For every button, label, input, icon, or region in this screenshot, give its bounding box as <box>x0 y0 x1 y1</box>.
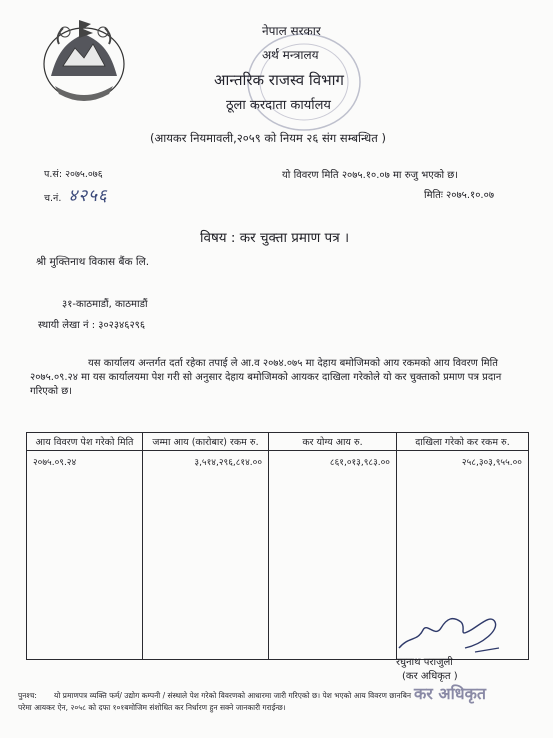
table-header-cell: आय विवरण पेश गरेको मिति <box>27 433 143 451</box>
addressee-address: ३१-काठमाडौं, काठमाडौं <box>62 299 148 310</box>
fiscal-label: प.सं: <box>44 169 63 180</box>
footer-line-1 <box>18 690 538 702</box>
body-text: यस कार्यालय अन्तर्गत दर्ता रहेका तपाई ले आ.व २०७४.०७५ मा देहाय बमोजिमको आय रकमको आय विवरण मिति २०७५.०९.२४ मा यस कार्यालयमा पेश गरी सो अनुसार देहाय बमोजिमको आयकर दाखिला गरेकोले यो कर चुक्ताको प्रमाण पत्र प्रदान गरिएको छ। <box>30 358 502 397</box>
footer-text-1: यो प्रमाणपत्र व्यक्ति फर्म/ उद्योग कम्पनी / संस्थाले पेश गरेको विवरणको आधारमा जारी गरिएको छ। पेश भएको आय विवरण छानबिन <box>54 691 412 700</box>
pan-number: स्थायी लेखा नं : ३०२३४६२९६ <box>38 320 146 331</box>
signatory-title: (कर अधिकृत ) <box>402 671 458 682</box>
fiscal-year-ref <box>44 167 103 180</box>
office-heading: ठूला करदाता कार्यालय <box>226 98 331 113</box>
footer-note <box>18 690 538 714</box>
body-paragraph <box>30 357 530 399</box>
fiscal-value: २०७५.०७६ <box>65 169 103 180</box>
taxable-income-cell: ८६१,०१३,९८३.०० <box>269 451 397 660</box>
ministry-heading: अर्थ मन्त्रालय <box>262 48 319 62</box>
footer-line-2 <box>18 702 538 714</box>
submission-date-cell: २०७५.०९.२४ <box>27 451 143 660</box>
table-header-cell: कर योग्य आय रु. <box>269 433 397 451</box>
nepal-emblem-icon <box>35 14 133 106</box>
dispatch-number: ४२५६ <box>68 186 108 206</box>
total-income-cell: ३,५१४,२९६,८१४.०० <box>143 451 269 660</box>
addressee-name: श्री मुक्तिनाथ विकास बैंक लि. <box>36 256 150 268</box>
footer-label: पुनश्च: <box>18 691 37 700</box>
dispatch-label: च.नं. <box>44 193 62 204</box>
tax-paid-cell: २५८,३०३,९५५.०० <box>397 451 529 660</box>
signatory-name: रघुनाथ पराजुली <box>396 657 453 668</box>
signature-scribble-icon <box>395 608 505 658</box>
department-heading: आन्तरिक राजस्व विभाग <box>214 71 345 89</box>
table-header-cell: दाखिला गरेको कर रकम रु. <box>397 433 529 451</box>
issue-date: मितिः २०७५.१०.०७ <box>424 190 495 201</box>
subject-line: विषय : कर चुक्ता प्रमाण पत्र । <box>200 230 350 246</box>
table-header-row <box>27 433 529 451</box>
dispatch-ref <box>44 183 108 206</box>
officer-stamp: कर अधिकृत <box>414 684 487 703</box>
table-header-cell: जम्मा आय (कारोबार) रकम रु. <box>143 433 269 451</box>
rule-reference: (आयकर नियमावली,२०५९ को नियम २६ संग सम्बन्धित ) <box>150 131 386 145</box>
government-heading: नेपाल सरकार <box>262 24 321 38</box>
receipt-note: यो विवरण मिति २०७५.१०.०७ मा रुजु भएको छ। <box>282 170 459 181</box>
footer-text-2: परेमा आयकर ऐन, २०५८ को दफा १०१बमोजिम संशोधित कर निर्धारण हुन सक्ने जानकारी गराईन्छ। <box>18 703 286 712</box>
